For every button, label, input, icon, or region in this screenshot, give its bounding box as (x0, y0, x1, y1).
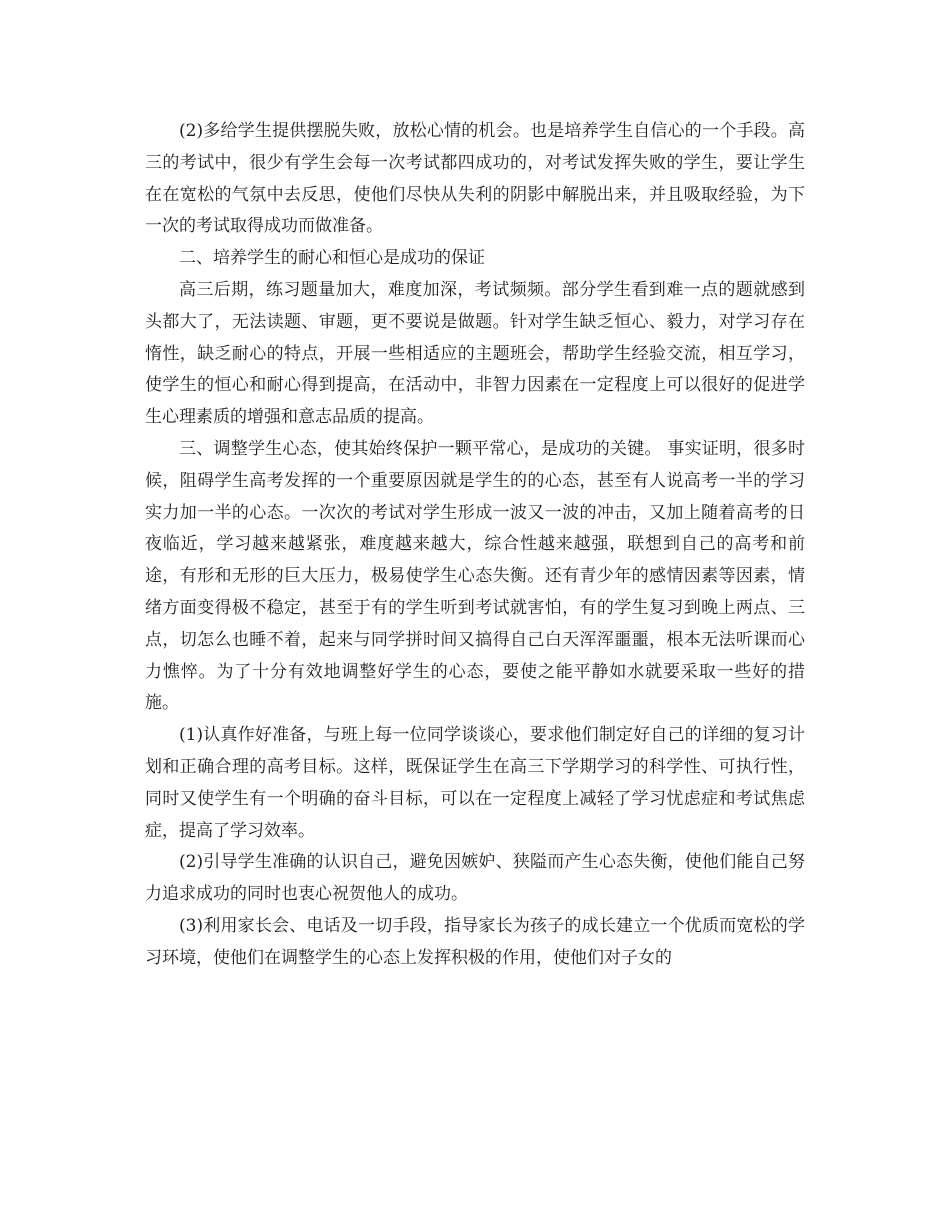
document-body (145, 116, 805, 975)
paragraph-1: (2)多给学生提供摆脱失败，放松心情的机会。也是培养学生自信心的一个手段。高三的考试中，很少有学生会每一次考试都四成功的，对考试发挥失败的学生，要让学生在在宽松的气氛中去反思，使他们尽快从失利的阴影中解脱出来，并且吸取经验，为下一次的考试取得成功而做准备。 (145, 121, 805, 237)
list-item-3: (3)利用家长会、电话及一切手段，指导家长为孩子的成长建立一个优质而宽松的学习环境，使他们在调整学生的心态上发挥积极的作用，使他们对子女的 (145, 915, 805, 968)
section-heading-3-paragraph: 三、调整学生心态，使其始终保护一颗平常心，是成功的关键。 事实证明，很多时候，阻碍学生高考发挥的一个重要原因就是学生的的心态，甚至有人说高考一半的学习实力加一半的心态。一次次的考试对学生形成一波又一波的冲击，又加上随着高考的日夜临近，学习越来越紧张，难度越来越大，综合性越来越强，联想到自己的高考和前途，有形和无形的巨大压力，极易使学生心态失衡。还有青少年的感情因素等因素，情绪方面变得极不稳定，甚至于有的学生听到考试就害怕，有的学生复习到晚上两点、三点，切怎么也睡不着，起来与同学拼时间又搞得自己白天浑浑噩噩，根本无法听课而心力憔悴。为了十分有效地调整好学生的心态，要使之能平静如水就要采取一些好的措施。 (145, 438, 805, 714)
section-heading-2: 二、培养学生的耐心和恒心是成功的保证 (179, 248, 485, 269)
list-item-2: (2)引导学生准确的认识自己，避免因嫉妒、狭隘而产生心态失衡，使他们能自己努力追求成功的同时也衷心祝贺他人的成功。 (145, 852, 805, 905)
list-item-1: (1)认真作好准备，与班上每一位同学谈谈心，要求他们制定好自己的详细的复习计划和正确合理的高考目标。这样，既保证学生在高三下学期学习的科学性、可执行性，同时又使学生有一个明确的奋斗目标，可以在一定程度上减轻了学习忧虑症和考试焦虑症，提高了学习效率。 (145, 725, 805, 841)
paragraph-2: 高三后期，练习题量加大，难度加深，考试频频。部分学生看到难一点的题就感到头都大了，无法读题、审题，更不要说是做题。针对学生缺乏恒心、毅力，对学习存在惰性，缺乏耐心的特点，开展一些相适应的主题班会，帮助学生经验交流，相互学习，使学生的恒心和耐心得到提高，在活动中，非智力因素在一定程度上可以很好的促进学生心理素质的增强和意志品质的提高。 (145, 279, 805, 428)
